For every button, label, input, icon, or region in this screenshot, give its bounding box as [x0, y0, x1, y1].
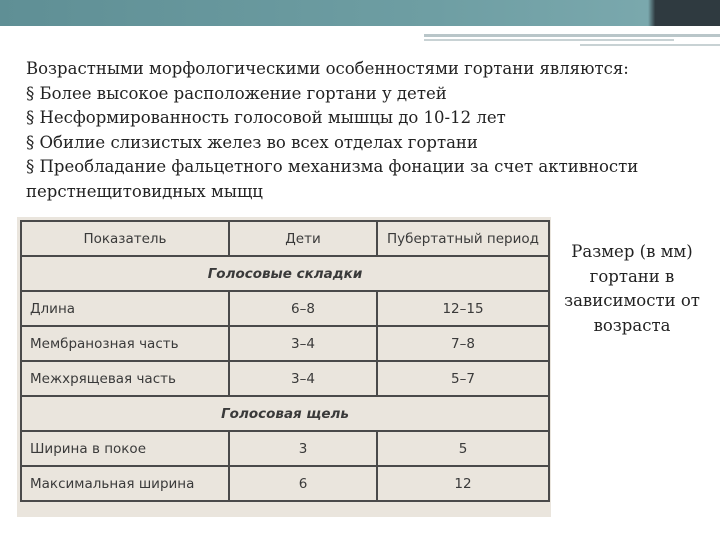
- table-cell: 12–15: [377, 291, 549, 326]
- header-cell: Показатель: [21, 221, 229, 256]
- section-title: Голосовые складки: [21, 256, 549, 291]
- slide-top-bar: [0, 0, 720, 26]
- table-header-row: [21, 221, 549, 256]
- larynx-size-table: [20, 220, 550, 502]
- section-title: Голосовая щель: [21, 396, 549, 431]
- table-section-row: [21, 396, 549, 431]
- table-cell: 5: [377, 431, 549, 466]
- decorative-rule: [424, 39, 674, 41]
- table-row: [21, 291, 549, 326]
- table-cell: 5–7: [377, 361, 549, 396]
- decorative-rule: [424, 34, 720, 37]
- bullet-item: § Несформированность голосовой мышцы до 10-12 лет: [26, 108, 506, 127]
- slide-heading: Возрастными морфологическими особенностями гортани являются:: [26, 59, 629, 78]
- table-cell: Мембранозная часть: [21, 326, 229, 361]
- table-cell: 6–8: [229, 291, 377, 326]
- slide-text: [26, 57, 716, 204]
- table-row: [21, 431, 549, 466]
- table-cell: Длина: [21, 291, 229, 326]
- bullet-item: § Более высокое расположение гортани у детей: [26, 83, 447, 103]
- table-cell: Межхрящевая часть: [21, 361, 229, 396]
- table-cell: 3–4: [229, 326, 377, 361]
- table-cell: 6: [229, 466, 377, 501]
- table-cell: 3–4: [229, 361, 377, 396]
- decorative-rule: [580, 44, 720, 46]
- table-caption: Размер (в мм) гортани в зависимости от возраста: [564, 242, 700, 335]
- bullet-item: § Обилие слизистых желез во всех отделах гортани: [26, 132, 478, 152]
- header-cell: Пубертатный период: [377, 221, 549, 256]
- table-row: [21, 361, 549, 396]
- table-section-row: [21, 256, 549, 291]
- table-cell: 7–8: [377, 326, 549, 361]
- table-cell: 3: [229, 431, 377, 466]
- table-cell: Максимальная ширина: [21, 466, 229, 501]
- table-row: [21, 466, 549, 501]
- bullet-item: § Преобладание фальцетного механизма фонации за счет активности перстнещитовидных мыщц: [26, 157, 639, 201]
- table-row: [21, 326, 549, 361]
- table-cell: 12: [377, 466, 549, 501]
- table-cell: Ширина в покое: [21, 431, 229, 466]
- header-cell: Дети: [229, 221, 377, 256]
